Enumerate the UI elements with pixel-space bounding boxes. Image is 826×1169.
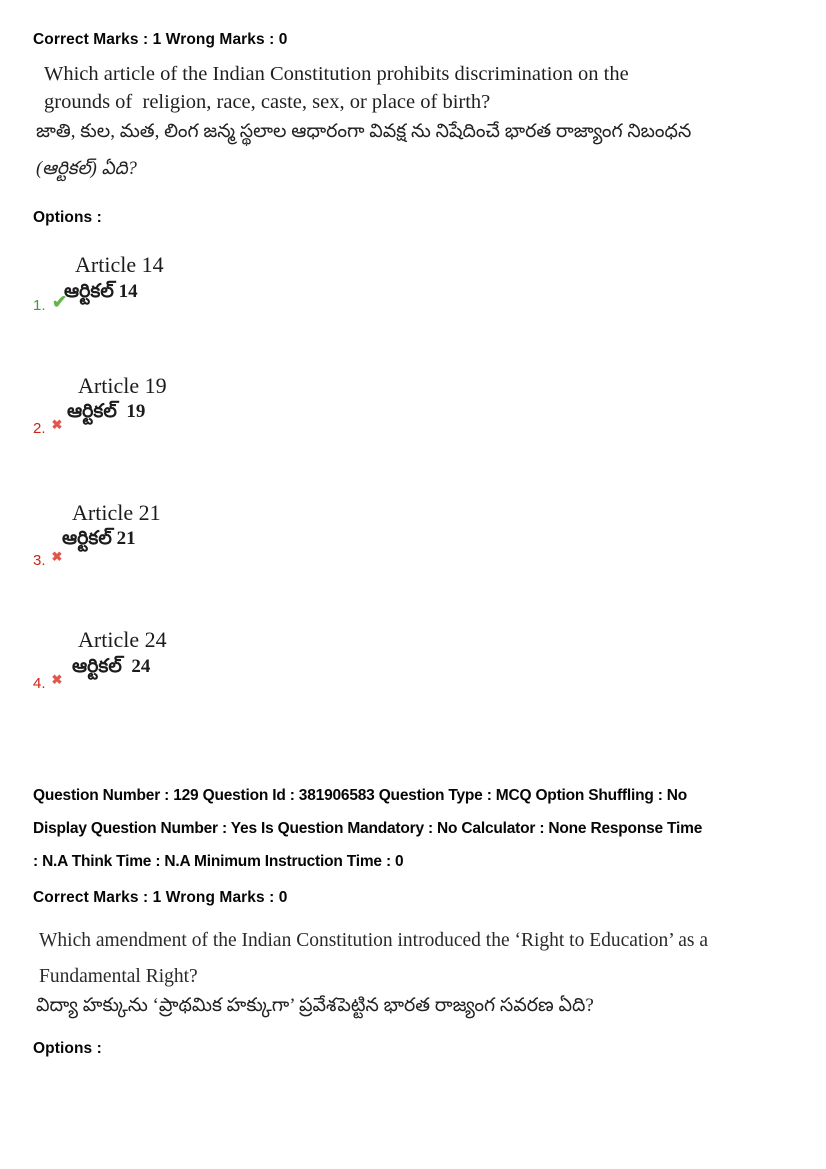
wrong-answer-cross-icon: ✖ [51,672,63,687]
correct-answer-check-icon: ✔ [51,292,68,313]
metadata-line-1: Question Number : 129 Question Id : 381906583 Question Type : MCQ Option Shuffling : No [33,787,688,804]
marks-line-q129: Correct Marks : 1 Wrong Marks : 0 [33,31,288,48]
option-1-marker [33,292,68,315]
question129-text-telugu-tail: (ఆర్టికల్) ఏది? [36,159,137,179]
next-question-text-en-line2: Fundamental Right? [39,966,198,987]
options-label-next-question: Options : [33,1040,102,1057]
wrong-answer-cross-icon: ✖ [51,417,63,432]
option-2-number: 2. [33,420,46,437]
option-1-number: 1. [33,297,46,314]
option-2-marker [33,417,63,437]
metadata-line-3: : N.A Think Time : N.A Minimum Instruction Time : 0 [33,853,404,870]
option-3-marker [33,549,63,569]
option-2-text-en: Article 19 [78,373,167,398]
option-2-text-telugu: ఆర్టికల్ 19 [67,401,146,422]
option-3-text-en: Article 21 [72,500,161,525]
next-question-text-telugu: విద్యా హక్కును ‘ప్రాథమిక హక్కుగా’ ప్రవేశపెట్టిన భారత రాజ్యంగ సవరణ ఏది? [36,995,594,1016]
option-4-number: 4. [33,675,46,692]
option-1-text-en: Article 14 [75,252,164,277]
metadata-line-2: Display Question Number : Yes Is Question Mandatory : No Calculator : None Response Time [33,820,703,837]
question129-text-en-line2: grounds of religion, race, caste, sex, or place of birth? [44,91,491,113]
question129-text-en-line1: Which article of the Indian Constitution prohibits discrimination on the [44,63,629,85]
next-question-text-en-line1: Which amendment of the Indian Constitution introduced the ‘Right to Education’ as a [39,930,708,951]
option-3-number: 3. [33,552,46,569]
option-3-text-telugu: ఆర్టికల్ 21 [62,528,136,549]
marks-line-next-question: Correct Marks : 1 Wrong Marks : 0 [33,889,288,906]
question129-text-telugu: జాతి, కుల, మత, లింగ జన్మ స్థలాల ఆధారంగా వివక్ష ను నిషేదించే భారత రాజ్యాంగ నిబంధన [36,121,692,142]
option-4-text-telugu: ఆర్టికల్ 24 [72,656,151,677]
wrong-answer-cross-icon: ✖ [51,549,63,564]
option-4-text-en: Article 24 [78,627,167,652]
option-4-marker [33,672,63,692]
options-label-q129: Options : [33,209,102,226]
option-1-text-telugu: ఆర్టికల్ 14 [64,281,138,302]
